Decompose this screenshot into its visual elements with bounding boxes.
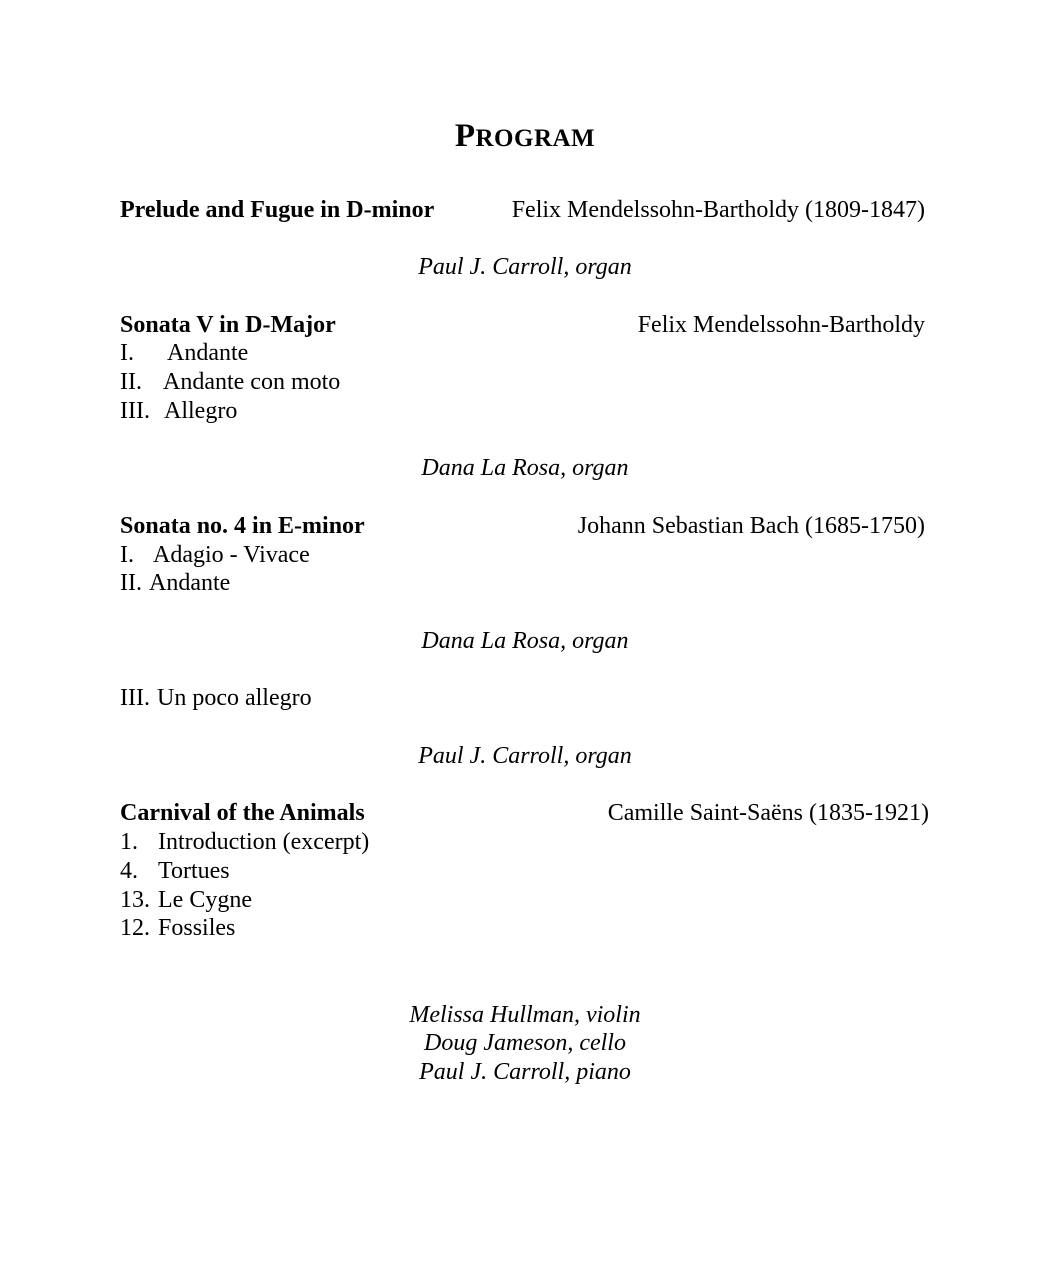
piece-composer: Johann Sebastian Bach (1685-1750)	[577, 513, 925, 539]
movement-item	[120, 828, 369, 857]
performer-line: Melissa Hullman, violin	[409, 1002, 641, 1028]
movement-name: Adagio - Vivace	[153, 542, 310, 568]
movement-number: I.	[120, 340, 134, 366]
movement-number: 13.	[120, 887, 150, 913]
movement-name: Andante	[149, 570, 231, 596]
performer-line: Paul J. Carroll, organ	[418, 254, 632, 280]
piece-composer: Camille Saint-Saëns (1835-1921)	[607, 800, 929, 826]
movement-number: II.	[120, 369, 142, 395]
piece-title: Prelude and Fugue in D-minor	[120, 197, 435, 223]
performer-line: Paul J. Carroll, piano	[419, 1059, 631, 1085]
movement-item	[120, 339, 248, 368]
movement-item	[120, 886, 252, 915]
performer-line: Paul J. Carroll, organ	[418, 743, 632, 769]
movement-item	[120, 368, 340, 397]
movement-number: II.	[120, 570, 142, 596]
movement-item	[120, 857, 230, 886]
movement-item	[120, 397, 237, 426]
movement-number: 1.	[120, 829, 138, 855]
performer-line: Dana La Rosa, organ	[421, 628, 629, 654]
movement-number: I.	[120, 542, 134, 568]
movement-name: Fossiles	[158, 915, 236, 941]
piece-title: Carnival of the Animals	[120, 800, 365, 826]
piece-title: Sonata no. 4 in E-minor	[120, 513, 365, 539]
movement-item	[120, 684, 312, 713]
movement-name: Le Cygne	[158, 887, 252, 913]
page-title	[0, 118, 1050, 155]
movement-name: Andante	[167, 340, 249, 366]
title-initial: P	[454, 118, 476, 154]
movement-item	[120, 569, 230, 598]
movement-item	[120, 541, 310, 570]
title-rest: ROGRAM	[475, 125, 596, 152]
piece-title: Sonata V in D-Major	[120, 312, 336, 338]
movement-number: 4.	[120, 858, 138, 884]
movement-number: 12.	[120, 915, 150, 941]
piece-composer: Felix Mendelssohn-Bartholdy (1809-1847)	[511, 197, 925, 223]
movement-number: III.	[120, 398, 150, 424]
movement-name: Un poco allegro	[157, 685, 312, 711]
movement-name: Andante con moto	[163, 369, 341, 395]
performer-line: Dana La Rosa, organ	[421, 455, 629, 481]
movement-number: III.	[120, 685, 150, 711]
movement-item	[120, 914, 235, 943]
piece-composer: Felix Mendelssohn-Bartholdy	[637, 312, 925, 338]
movement-name: Allegro	[164, 398, 238, 424]
movement-name: Introduction (excerpt)	[158, 829, 370, 855]
performer-line: Doug Jameson, cello	[424, 1030, 626, 1056]
movement-name: Tortues	[158, 858, 230, 884]
